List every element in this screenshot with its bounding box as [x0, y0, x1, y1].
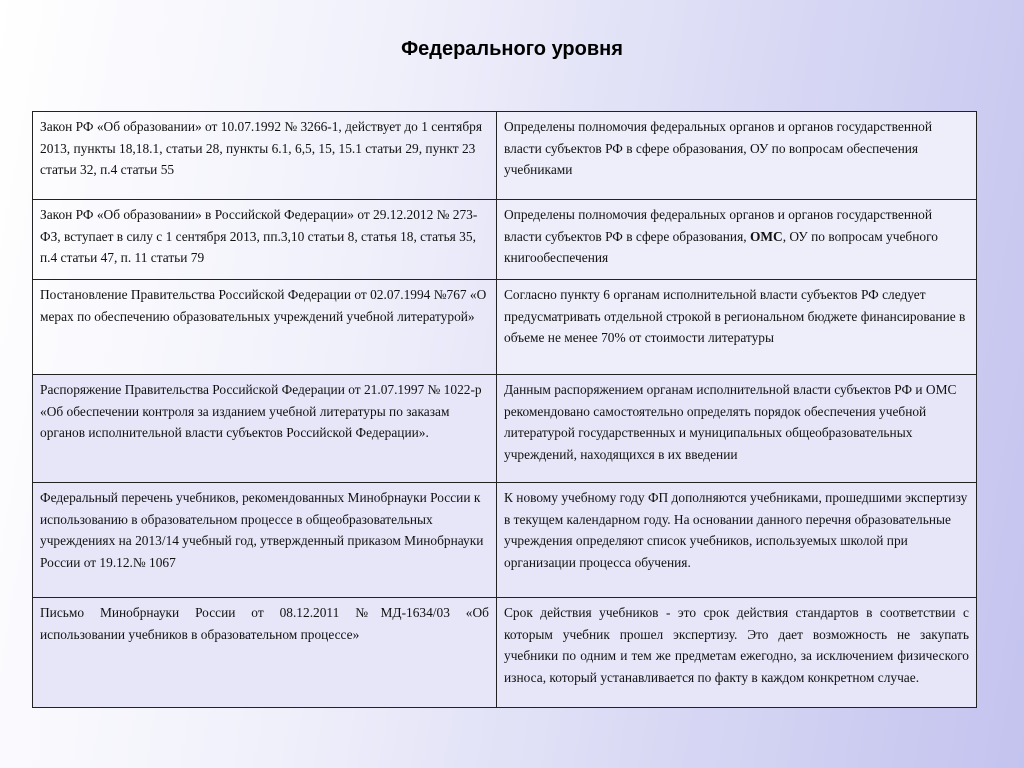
table-row — [33, 598, 977, 708]
legal-act-cell: Закон РФ «Об образовании» в Российской Федерации» от 29.12.2012 № 273-ФЗ, вступает в силу с 1 сентября 2013, пп.3,10 статьи 8, статья 18, статья 35, п.4 статьи 47, п. 11 статьи 79 — [33, 200, 497, 280]
description-text: Определены полномочия федеральных органов и органов государственной власти субъектов РФ в сфере образования, — [504, 207, 933, 244]
description-cell — [497, 200, 977, 280]
legal-act-cell: Распоряжение Правительства Российской Федерации от 21.07.1997 № 1022-р «Об обеспечении контроля за изданием учебной литературы по заказам органов исполнительной власти субъектов Российской Федерации». — [33, 375, 497, 483]
table-row — [33, 200, 977, 280]
table-row — [33, 483, 977, 598]
description-text: , ОУ по вопросам учебного книгообеспечения — [504, 228, 938, 265]
table-row — [33, 112, 977, 200]
description-cell: Данным распоряжением органам исполнительной власти субъектов РФ и ОМС рекомендовано самостоятельно определять порядок обеспечения учебной литературой государственных и муниципальных общеобразовательных учреждений, находящихся в их введении — [497, 375, 977, 483]
description-cell: Определены полномочия федеральных органов и органов государственной власти субъектов РФ в сфере образования, ОУ по вопросам обеспечения учебниками — [497, 112, 977, 200]
legal-act-cell: Федеральный перечень учебников, рекомендованных Минобрнауки России к использованию в образовательном процессе в общеобразовательных учреждениях на 2013/14 учебный год, утвержденный приказом Минобрнауки России от 19.12.№ 1067 — [33, 483, 497, 598]
description-cell: К новому учебному году ФП дополняются учебниками, прошедшими экспертизу в текущем календарном году. На основании данного перечня образовательные учреждения определяют список учебников, используемых школой при организации процесса обучения. — [497, 483, 977, 598]
description-cell: Согласно пункту 6 органам исполнительной власти субъектов РФ следует предусматривать отдельной строкой в региональном бюджете финансирование в объеме не менее 70% от стоимости литературы — [497, 280, 977, 375]
table-row — [33, 280, 977, 375]
table-row — [33, 375, 977, 483]
legal-act-cell: Закон РФ «Об образовании» от 10.07.1992 № 3266-1, действует до 1 сентября 2013, пункты 18,18.1, статьи 28, пункты 6.1, 6,5, 15, 15.1 статьи 29, пункт 23 статьи 32, п.4 статьи 55 — [33, 112, 497, 200]
legal-act-cell: Письмо Минобрнауки России от 08.12.2011 №МД-1634/03 «Об использовании учебников в образовательном процессе» — [33, 598, 497, 708]
description-cell: Срок действия учебников - это срок действия стандартов в соответствии с которым учебник прошел экспертизу. Это дает возможность не закупать учебники по одним и тем же предметам ежегодно, за исключением физического износа, который устанавливается по факту в каждом конкретном случае. — [497, 598, 977, 708]
legal-acts-table — [32, 111, 977, 708]
description-bold-text: ОМС — [749, 228, 783, 244]
legal-act-cell: Постановление Правительства Российской Федерации от 02.07.1994 №767 «О мерах по обеспечению образовательных учреждений учебной литературой» — [33, 280, 497, 375]
slide-title: Федерального уровня — [401, 38, 623, 60]
